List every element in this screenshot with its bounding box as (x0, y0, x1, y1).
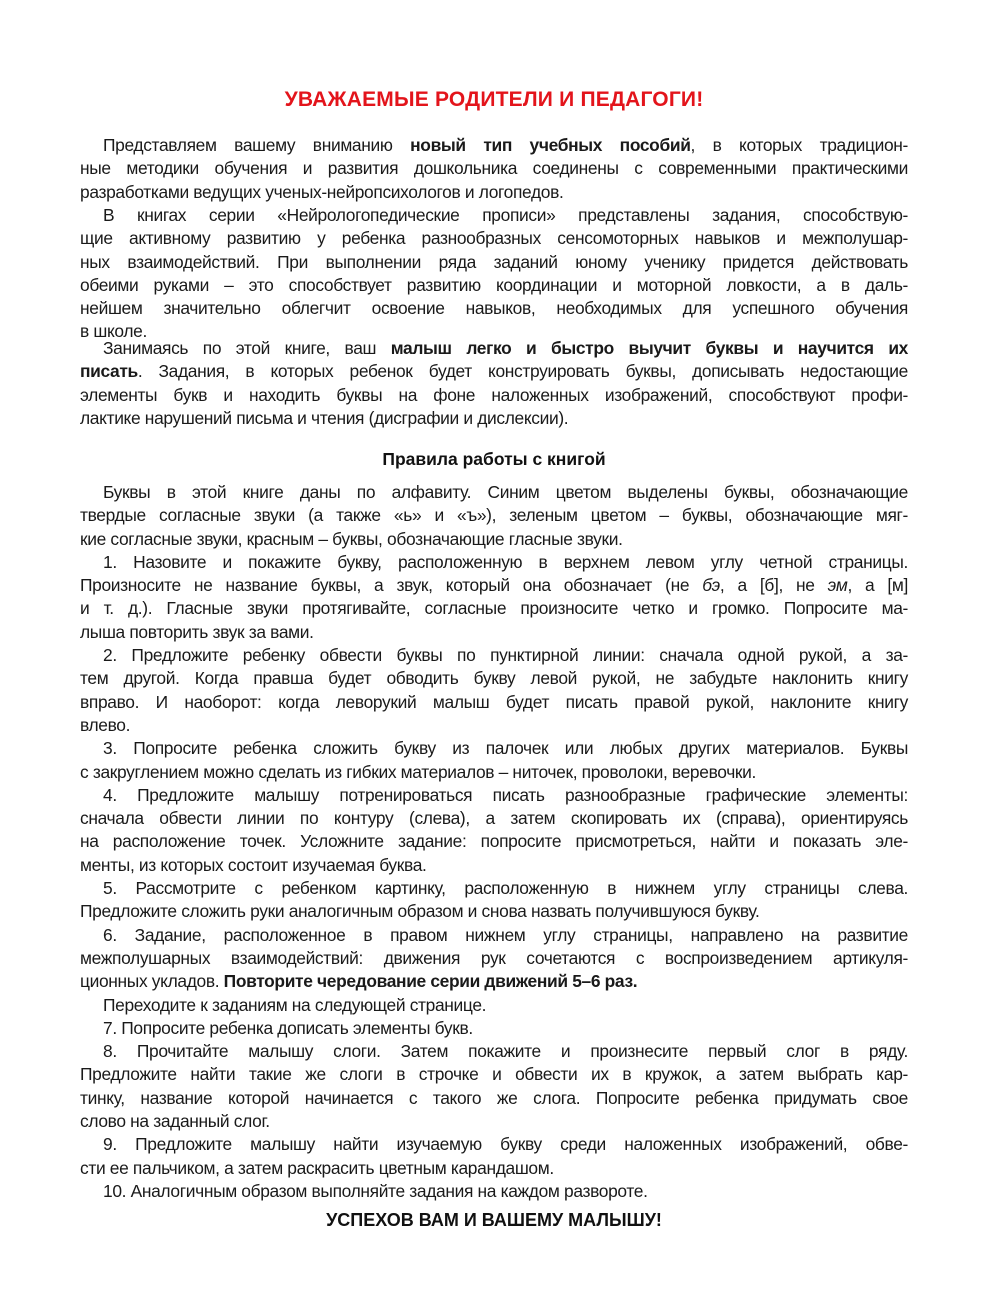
bold-text: Повторите чередование серии движений 5–6 раз. (223, 971, 638, 992)
text-run: , а [м] (847, 575, 908, 596)
text-line (80, 481, 908, 504)
text-run: кие согласные звуки, красным – буквы, обозначающие гласные звуки. (80, 528, 623, 549)
text-run: 6. Задание, расположенное в правом нижнем углу страницы, направлено на развитие (103, 924, 908, 945)
text-line (80, 360, 908, 383)
bold-text: малыш легко и быстро выучит буквы и научится их (390, 338, 908, 358)
page-title: УВАЖАЕМЫЕ РОДИТЕЛИ И ПЕДАГОГИ! (284, 88, 704, 111)
text-run: Предложите сложить руки аналогичным образом и снова назвать получившуюся букву. (80, 901, 760, 922)
text-line (80, 1063, 908, 1086)
text-run: Буквы в этой книге даны по алфавиту. Синим цветом выделены буквы, обозначающие (103, 482, 908, 502)
text-run: ные методики обучения и развития дошкольника соединены с современными практическими (80, 158, 908, 179)
text-line (80, 924, 908, 947)
text-run: обеими руками – это способствует развитию координации и моторной ловкости, а в даль- (80, 274, 908, 295)
text-run: ных взаимодействий. При выполнении ряда заданий юному ученику придется действовать (80, 251, 908, 272)
text-run: щие активному развитию у ребенка разнообразных сенсомоторных навыков и межполушар- (80, 228, 908, 249)
text-line (80, 181, 908, 204)
text-line (80, 761, 908, 784)
text-run: межполушарных взаимодействий: движения рук сочетаются с воспроизведением артикуля- (80, 947, 908, 968)
text-line (80, 1133, 908, 1156)
text-run: Произносите не название буквы, а звук, который она обозначает (не (80, 575, 703, 596)
text-line (80, 157, 908, 180)
text-run: 1. Назовите и покажите букву, расположенную в верхнем левом углу четной страницы. (103, 551, 908, 572)
text-line (80, 204, 908, 227)
text-run: разработками ведущих ученых-нейропсихологов и логопедов. (80, 181, 564, 202)
text-line (80, 597, 908, 620)
text-line (80, 970, 908, 993)
text-line (80, 384, 908, 407)
intro-paragraph-3 (80, 337, 908, 430)
bold-text: новый тип учебных пособий (410, 135, 691, 155)
text-line (80, 667, 908, 690)
text-run: сначала обвести линии по контуру (слева), а затем скопировать их (справа), ориентируясь (80, 808, 908, 829)
text-line (80, 1087, 908, 1110)
text-run: 3. Попросите ребенка сложить букву из палочек или любых других материалов. Буквы (103, 738, 908, 759)
text-run: 9. Предложите малышу найти изучаемую букву среди наложенных изображений, обве- (103, 1134, 908, 1155)
text-line (80, 900, 908, 923)
text-run: Переходите к заданиям на следующей странице. (103, 994, 487, 1015)
text-line (80, 574, 908, 597)
text-run: влево. (80, 714, 131, 735)
text-run: , а [б], не (719, 575, 828, 596)
text-line (80, 1180, 908, 1203)
text-line (80, 737, 908, 760)
text-line (80, 251, 908, 274)
text-line (80, 691, 908, 714)
text-line (80, 854, 908, 877)
text-line (80, 877, 908, 900)
text-run: Предложите найти такие же слоги в строчке и обвести их в кружок, а затем выбрать кар- (80, 1064, 908, 1085)
text-line (80, 1110, 908, 1133)
text-run: лактике нарушений письма и чтения (дисграфии и дислексии). (80, 407, 569, 428)
text-run: 5. Рассмотрите с ребенком картинку, расположенную в нижнем углу страницы слева. (103, 878, 908, 899)
text-line (80, 644, 908, 667)
text-run: ционных укладов. (80, 971, 224, 992)
text-run: менты, из которых состоит изучаемая буква. (80, 854, 427, 875)
bold-text: писать (80, 361, 138, 382)
text-run: 7. Попросите ребенка дописать элементы букв. (103, 1017, 473, 1038)
intro-paragraph-1 (80, 134, 908, 204)
text-line (80, 297, 908, 320)
text-line (80, 551, 908, 574)
text-line (80, 1157, 908, 1180)
text-line (80, 621, 908, 644)
text-run: тинку, название которой начинается с такого же слога. Попросите ребенка придумать свое (80, 1087, 908, 1108)
text-run: Представляем вашему вниманию (103, 135, 411, 155)
text-line (80, 134, 908, 157)
text-run: твердые согласные звуки (а также «ь» и «ъ»), зеленым цветом – буквы, обозначающие мяг- (80, 505, 908, 526)
text-run: Занимаясь по этой книге, ваш (103, 338, 391, 358)
text-run: с закруглением можно сделать из гибких материалов – ниточек, проволоки, веревочки. (80, 761, 757, 782)
text-line (80, 947, 908, 970)
text-run: 8. Прочитайте малышу слоги. Затем покажите и произнесите первый слог в ряду. (103, 1041, 908, 1062)
rules-list (80, 481, 908, 1203)
text-run: , в которых традицион- (690, 135, 908, 155)
text-line (80, 830, 908, 853)
text-line (80, 528, 908, 551)
text-run: на расположение точек. Усложните задание: попросите присмотреться, найти и показать эле- (80, 831, 908, 852)
text-line (80, 1017, 908, 1040)
italic-text: эм (827, 575, 848, 596)
text-run: . Задания, в которых ребенок будет конструировать буквы, дописывать недостающие (137, 361, 908, 382)
text-line (80, 807, 908, 830)
text-run: 4. Предложите малышу потренироваться писать разнообразные графические элементы: (103, 784, 908, 805)
rules-heading: Правила работы с книгой (382, 449, 606, 469)
text-run: слово на заданный слог. (80, 1111, 270, 1132)
text-line (80, 337, 908, 360)
text-line (80, 784, 908, 807)
text-run: вправо. И наоборот: когда леворукий малыш будет писать правой рукой, наклоните книгу (80, 691, 908, 712)
text-run: в школе. (80, 321, 147, 342)
text-run: 10. Аналогичным образом выполняйте задания на каждом развороте. (103, 1180, 648, 1201)
text-run: тем другой. Когда правша будет обводить букву левой рукой, не забудьте наклонить книгу (80, 668, 908, 689)
text-line (80, 714, 908, 737)
text-run: лыша повторить звук за вами. (80, 621, 314, 642)
italic-text: бэ (702, 575, 720, 596)
text-run: 2. Предложите ребенку обвести буквы по пунктирной линии: сначала одной рукой, а за- (103, 645, 908, 666)
text-line (80, 994, 908, 1017)
text-line (80, 504, 908, 527)
closing-line: УСПЕХОВ ВАМ И ВАШЕМУ МАЛЫШУ! (326, 1210, 662, 1230)
text-run: В книгах серии «Нейрологопедические прописи» представлены задания, способствую- (103, 205, 908, 225)
text-run: и т. д.). Гласные звуки протягивайте, согласные произносите четко и громко. Попросите ма- (80, 598, 908, 619)
text-line (80, 274, 908, 297)
text-line (80, 1040, 908, 1063)
text-run: элементы букв и находить буквы на фоне наложенных изображений, способствуют профи- (80, 384, 908, 405)
text-line (80, 227, 908, 250)
text-run: сти ее пальчиком, а затем раскрасить цветным карандашом. (80, 1157, 554, 1178)
intro-paragraph-2 (80, 204, 908, 344)
text-run: нейшем значительно облегчит освоение навыков, необходимых для успешного обучения (80, 298, 908, 319)
text-line (80, 407, 908, 430)
